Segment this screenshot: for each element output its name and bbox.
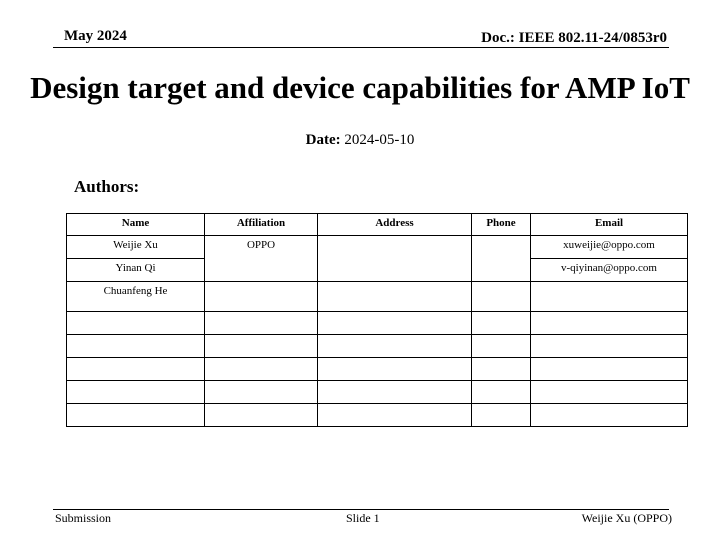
- cell-name: Weijie Xu: [67, 236, 205, 259]
- cell-email: [531, 282, 688, 312]
- cell-empty: [531, 404, 688, 427]
- cell-empty: [205, 335, 318, 358]
- cell-affiliation: OPPO: [205, 236, 318, 282]
- authors-table: [66, 213, 688, 427]
- footer-author: Weijie Xu (OPPO): [581, 511, 672, 525]
- table-row: [67, 282, 688, 312]
- column-header-affiliation: Affiliation: [205, 214, 318, 236]
- cell-empty: [67, 404, 205, 427]
- cell-empty: [205, 381, 318, 404]
- column-header-email: Email: [531, 214, 688, 236]
- date-value: 2024-05-10: [344, 132, 415, 148]
- cell-empty: [318, 335, 472, 358]
- table-row-empty: [67, 335, 688, 358]
- header-rule: [53, 47, 669, 48]
- cell-address: [318, 282, 472, 312]
- header-date: May 2024: [64, 28, 127, 44]
- cell-address: [318, 236, 472, 282]
- table-row-empty: [67, 404, 688, 427]
- cell-empty: [472, 358, 531, 381]
- cell-name-text: Chuanfeng He: [103, 285, 168, 297]
- cell-email: xuweijie@oppo.com: [531, 236, 688, 259]
- cell-empty: [205, 312, 318, 335]
- date-line: [0, 132, 720, 149]
- table-row-empty: [67, 381, 688, 404]
- header-doc-id: Doc.: IEEE 802.11-24/0853r0: [481, 30, 667, 46]
- cell-empty: [472, 335, 531, 358]
- cell-empty: [318, 358, 472, 381]
- cell-empty: [472, 312, 531, 335]
- cell-empty: [318, 312, 472, 335]
- authors-heading: Authors:: [74, 177, 140, 196]
- cell-phone: [472, 236, 531, 282]
- cell-phone: [472, 282, 531, 312]
- cell-name: [67, 282, 205, 312]
- footer-slide-number: Slide 1: [346, 511, 380, 525]
- column-header-address: Address: [318, 214, 472, 236]
- cell-affiliation: [205, 282, 318, 312]
- cell-empty: [205, 404, 318, 427]
- cell-empty: [531, 381, 688, 404]
- cell-name: Yinan Qi: [67, 259, 205, 282]
- footer-submission: Submission: [55, 511, 112, 525]
- cell-email: v-qiyinan@oppo.com: [531, 259, 688, 282]
- cell-empty: [472, 381, 531, 404]
- cell-empty: [318, 404, 472, 427]
- cell-empty: [205, 358, 318, 381]
- cell-empty: [67, 358, 205, 381]
- cell-empty: [318, 381, 472, 404]
- table-row-empty: [67, 358, 688, 381]
- cell-empty: [67, 335, 205, 358]
- table-row: [67, 236, 688, 259]
- cell-empty: [67, 312, 205, 335]
- table-row-empty: [67, 312, 688, 335]
- slide-title: Design target and device capabilities for AMP IoT: [30, 70, 690, 105]
- cell-empty: [531, 358, 688, 381]
- table-header-row: [67, 214, 688, 236]
- cell-empty: [531, 335, 688, 358]
- cell-empty: [472, 404, 531, 427]
- column-header-phone: Phone: [472, 214, 531, 236]
- date-label: Date:: [305, 132, 341, 148]
- cell-empty: [531, 312, 688, 335]
- footer-rule: [53, 509, 669, 510]
- cell-empty: [67, 381, 205, 404]
- column-header-name: Name: [67, 214, 205, 236]
